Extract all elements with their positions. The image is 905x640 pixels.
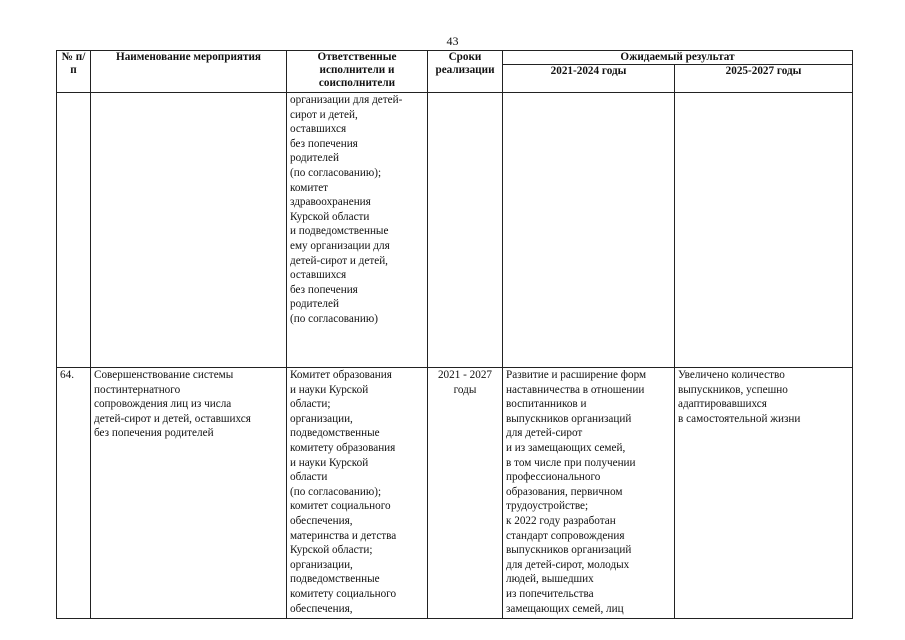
cell-result-2021 xyxy=(503,93,675,368)
page-number: 43 xyxy=(446,34,459,48)
header-result-2025: 2025-2027 годы xyxy=(675,65,853,93)
cell-name: Совершенствование системы постинтернатного сопровождения лиц из числа детей-сирот и детей, оставшихся без попечения родителей xyxy=(91,368,287,619)
cell-name xyxy=(91,93,287,368)
table-row-continued xyxy=(57,93,853,368)
cell-result-2025 xyxy=(675,93,853,368)
header-result: Ожидаемый результат xyxy=(503,51,853,65)
header-num: № п/п xyxy=(57,51,91,93)
header-result-2021: 2021-2024 годы xyxy=(503,65,675,93)
cell-terms: 2021 - 2027 годы xyxy=(428,368,503,619)
header-row-1 xyxy=(57,51,853,65)
cell-result-2025: Увеличено количество выпускников, успешно адаптировавшихся в самостоятельной жизни xyxy=(675,368,853,619)
cell-terms xyxy=(428,93,503,368)
events-table xyxy=(56,50,853,619)
header-name: Наименование мероприятия xyxy=(91,51,287,93)
cell-num: 64. xyxy=(57,368,91,619)
header-executors: Ответственные исполнители и соисполнители xyxy=(287,51,428,93)
cell-result-2021: Развитие и расширение форм наставничества в отношении воспитанников и выпускников организаций для детей-сирот и из замещающих семей, в том числе при получении профессионального образования, первичном трудоустройстве; к 2022 году разработан стандарт сопровождения выпускников организаций для детей-сирот, молодых людей, вышедших из попечительства замещающих семей, лиц xyxy=(503,368,675,619)
table-row-64 xyxy=(57,368,853,619)
cell-num xyxy=(57,93,91,368)
cell-executors: организации для детей- сирот и детей, оставшихся без попечения родителей (по согласованию); комитет здравоохранения Курской области и подведомственные ему организации для детей-сирот и детей, оставшихся без попечения родителей (по согласованию) xyxy=(287,93,428,368)
cell-executors: Комитет образования и науки Курской области; организации, подведомственные комитету образования и науки Курской области (по согласованию); комитет социального обеспечения, материнства и детства Курской области; организации, подведомственные комитету социального обеспечения, xyxy=(287,368,428,619)
header-terms: Сроки реализации xyxy=(428,51,503,93)
